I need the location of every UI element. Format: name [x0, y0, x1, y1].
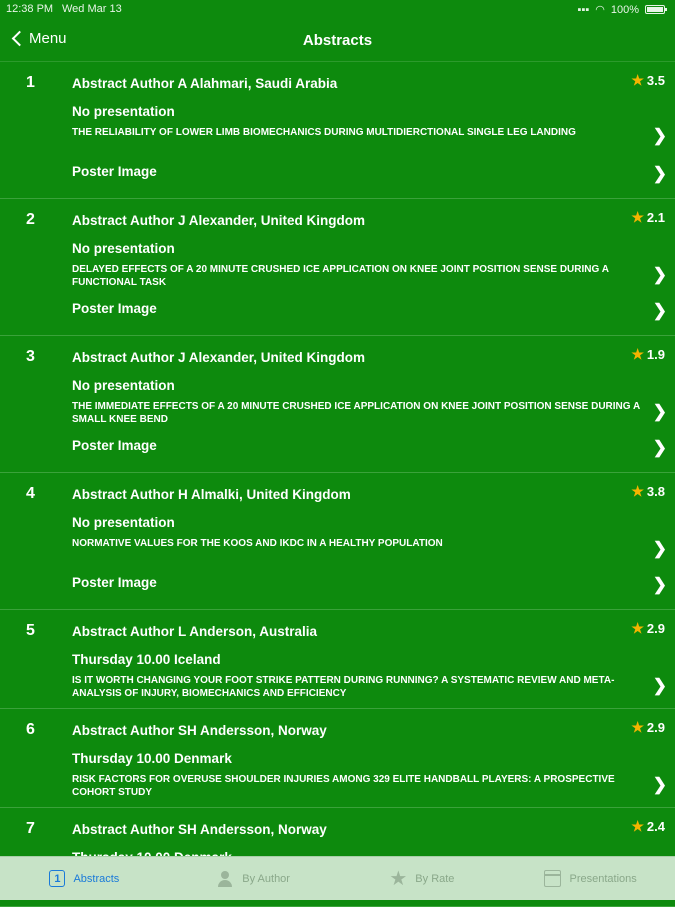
- chevron-right-icon[interactable]: ❯: [652, 539, 667, 558]
- abstract-row[interactable]: [0, 199, 675, 336]
- abstract-title[interactable]: DELAYED EFFECTS OF A 20 MINUTE CRUSHED ICE APPLICATION ON KNEE JOINT POSITION SENSE DURING A FUNCTIONAL TASK: [72, 264, 609, 288]
- chevron-right-icon[interactable]: ❯: [652, 402, 667, 421]
- abstract-title[interactable]: THE RELIABILITY OF LOWER LIMB BIOMECHANICS DURING MULTIDIERCTIONAL SINGLE LEG LANDING: [72, 127, 576, 138]
- abstract-number: 1: [26, 74, 35, 91]
- poster-image-link[interactable]: Poster Image: [72, 301, 157, 316]
- tab-presentations[interactable]: [506, 857, 675, 900]
- page-title: Abstracts: [302, 32, 373, 49]
- abstract-author: Abstract Author A Alahmari, Saudi Arabia: [72, 76, 338, 91]
- abstracts-list[interactable]: [0, 62, 675, 856]
- calendar-icon: [544, 870, 561, 887]
- chevron-right-icon[interactable]: ❯: [652, 438, 667, 457]
- abstract-number: 6: [26, 721, 35, 738]
- star-icon: ★: [631, 719, 644, 735]
- abstract-title[interactable]: THE IMMEDIATE EFFECTS OF A 20 MINUTE CRUSHED ICE APPLICATION ON KNEE JOINT POSITION SENSE DURING A SMALL KNEE BEND: [72, 401, 640, 425]
- abstract-title[interactable]: RISK FACTORS FOR OVERUSE SHOULDER INJURIES AMONG 329 ELITE HANDBALL PLAYERS: A PROSPECTIVE COHORT STUDY: [72, 774, 615, 798]
- star-icon: ★: [631, 818, 644, 834]
- tab-label: Presentations: [569, 872, 637, 885]
- abstract-rating: [631, 346, 665, 363]
- abstract-author: Abstract Author H Almalki, United Kingdom: [72, 487, 351, 502]
- tab-by-rate[interactable]: [338, 857, 507, 900]
- star-icon: ★: [631, 209, 644, 225]
- abstract-row[interactable]: [0, 336, 675, 473]
- person-icon: [216, 870, 234, 888]
- abstract-author: Abstract Author J Alexander, United Kingdom: [72, 350, 366, 365]
- abstract-author: Abstract Author SH Andersson, Norway: [72, 723, 327, 738]
- battery-icon: [645, 5, 665, 14]
- abstract-rating: [631, 209, 665, 226]
- rating-value: 3.5: [646, 73, 665, 88]
- star-icon: ★: [631, 483, 644, 499]
- presentation-info: No presentation: [72, 241, 175, 256]
- chevron-right-icon[interactable]: ❯: [652, 301, 667, 320]
- abstracts-icon: 1: [49, 870, 65, 887]
- chevron-right-icon[interactable]: ❯: [652, 265, 667, 284]
- chevron-right-icon[interactable]: ❯: [652, 575, 667, 594]
- abstract-rating: [631, 818, 665, 835]
- abstract-number: 4: [26, 485, 35, 502]
- abstract-author: Abstract Author SH Andersson, Norway: [72, 822, 327, 837]
- battery-percent: 100%: [610, 3, 639, 16]
- abstract-author: Abstract Author J Alexander, United Kingdom: [72, 213, 366, 228]
- presentation-info: No presentation: [72, 104, 175, 119]
- abstract-number: 2: [26, 211, 35, 228]
- chevron-right-icon[interactable]: ❯: [652, 775, 667, 794]
- abstract-rating: [631, 620, 665, 637]
- abstract-title[interactable]: IS IT WORTH CHANGING YOUR FOOT STRIKE PATTERN DURING RUNNING? A SYSTEMATIC REVIEW AND META-ANALYSIS OF INJURY, BIOMECHANICS AND EFFICIENCY: [72, 675, 615, 699]
- abstract-title[interactable]: NORMATIVE VALUES FOR THE KOOS AND IKDC IN A HEALTHY POPULATION: [72, 538, 443, 549]
- rating-value: 3.8: [646, 484, 665, 499]
- navigation-bar: [0, 20, 675, 62]
- abstract-rating: [631, 483, 665, 500]
- status-right: [578, 3, 665, 16]
- rating-value: 2.4: [646, 819, 665, 834]
- abstract-row[interactable]: [0, 610, 675, 709]
- abstract-row[interactable]: [0, 473, 675, 610]
- chevron-right-icon[interactable]: ❯: [652, 164, 667, 183]
- tab-label: By Rate: [415, 872, 455, 885]
- wifi-icon: ◠: [595, 4, 605, 16]
- status-time: 12:38 PM: [6, 3, 54, 15]
- poster-image-link[interactable]: Poster Image: [72, 575, 157, 590]
- tab-by-author[interactable]: [169, 857, 338, 900]
- rating-value: 2.1: [646, 210, 665, 225]
- abstract-row[interactable]: [0, 62, 675, 199]
- chevron-right-icon[interactable]: ❯: [652, 126, 667, 145]
- status-date: Wed Mar 13: [62, 3, 122, 15]
- presentation-info: No presentation: [72, 515, 175, 530]
- star-icon: ★: [631, 620, 644, 636]
- abstract-row[interactable]: [0, 709, 675, 808]
- poster-image-link[interactable]: Poster Image: [72, 164, 157, 179]
- tab-abstracts[interactable]: [0, 857, 169, 900]
- rating-value: 2.9: [646, 621, 665, 636]
- abstract-rating: [631, 72, 665, 89]
- back-label: Menu: [29, 30, 67, 47]
- rating-value: 1.9: [646, 347, 665, 362]
- tab-label: By Author: [242, 872, 290, 885]
- tab-label: Abstracts: [73, 872, 120, 885]
- poster-image-link[interactable]: Poster Image: [72, 438, 157, 453]
- abstract-number: 7: [26, 820, 35, 837]
- abstract-number: 3: [26, 348, 35, 365]
- star-icon: ★: [631, 72, 644, 88]
- abstract-number: 5: [26, 622, 35, 639]
- presentation-info: Thursday 10.00 Denmark: [72, 751, 232, 766]
- rating-value: 2.9: [646, 720, 665, 735]
- presentation-info: No presentation: [72, 378, 175, 393]
- abstract-rating: [631, 719, 665, 736]
- star-icon: ★: [631, 346, 644, 362]
- star-icon: ★: [389, 868, 408, 890]
- presentation-info: Thursday 10.00 Iceland: [72, 652, 221, 667]
- abstract-author: Abstract Author L Anderson, Australia: [72, 624, 318, 639]
- signal-icon: ▪▪▪: [577, 3, 590, 16]
- tab-bar: [0, 856, 675, 900]
- chevron-right-icon[interactable]: ❯: [652, 676, 667, 695]
- status-bar: [0, 0, 675, 20]
